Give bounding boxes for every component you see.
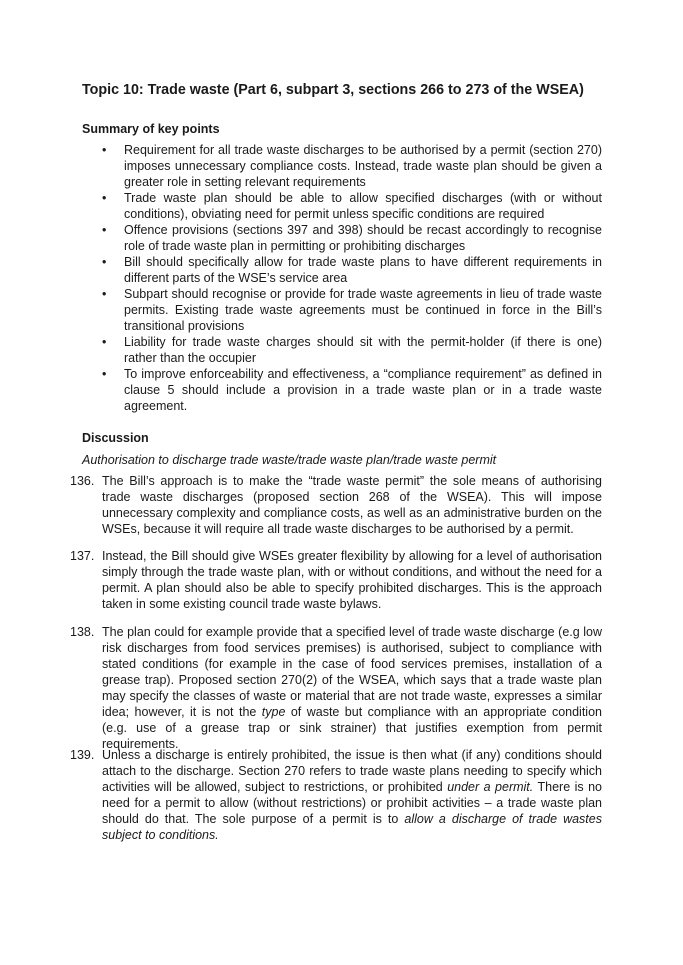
paragraph-137 [70, 548, 602, 612]
paragraph-number: 139. [70, 748, 95, 762]
bullet-item: • Trade waste plan should be able to allow specified discharges (with or without conditions), obviating need for permit unless specific conditions are required [98, 190, 602, 222]
bullet-item: • Liability for trade waste charges should sit with the permit-holder (if there is one) rather than the occupier [98, 334, 602, 366]
paragraph-number: 136. [70, 474, 95, 488]
paragraph-text: Instead, the Bill should give WSEs greater flexibility by allowing for a level of authorisation simply through the trade waste plan, with or without conditions, and without the need for a permit. A plan should also be able to specify prohibited discharges. This is the approach taken in some existing council trade waste bylaws. [102, 549, 602, 611]
paragraph-text [102, 624, 602, 752]
paragraph-text [102, 747, 602, 843]
paragraph-text: The Bill’s approach is to make the “trade waste permit” the sole means of authorising trade waste discharges (proposed section 268 of the WSEA). This will impose unnecessary complexity and compliance costs, as well as an administrative burden on the WSEs, because it will require all trade waste discharges to be authorised by a permit. [102, 474, 602, 536]
paragraph-text-segment: Unless a discharge is entirely prohibited, the issue is then what (if any) conditions should attach to the discharge. Section 270 refers to trade waste plans needing to specify which activities will be allowed, subject to restrictions, or prohibited [102, 748, 602, 794]
bullet-item: • Bill should specifically allow for trade waste plans to have different requirements in different parts of the WSE’s service area [98, 254, 602, 286]
topic-title: Topic 10: Trade waste (Part 6, subpart 3, sections 266 to 273 of the WSEA) [82, 82, 584, 98]
discussion-subheading: Authorisation to discharge trade waste/trade waste plan/trade waste permit [82, 453, 497, 467]
paragraph-text-segment: There is no need for a permit to allow (without restrictions) or prohibit activities – a trade waste plan should do that. The sole purpose of a permit is to [102, 780, 603, 826]
paragraph-emphasis: type [261, 705, 286, 719]
paragraph-136 [70, 473, 602, 537]
paragraph-emphasis: under a permit. [447, 780, 534, 794]
paragraph-139 [70, 747, 602, 843]
paragraph-number: 138. [70, 625, 95, 639]
paragraph-text-segment: of waste but compliance with an appropriate condition (e.g. use of a grease trap or sink strainer) that justifies exemption from permit requirements. [102, 705, 602, 751]
bullet-item: • Offence provisions (sections 397 and 398) should be recast accordingly to recognise role of trade waste plan in permitting or prohibiting discharges [98, 222, 602, 254]
paragraph-text-segment: The plan could for example provide that a specified level of trade waste discharge (e.g low risk discharges from food services premises) is authorised, subject to compliance with stated conditions (for example in the case of food services premises, installation of a grease trap). Proposed section 270(2) of the WSEA, which says that a trade waste plan may specify the classes of waste or material that are not trade waste, expresses a similar idea; however, it is not the [102, 625, 602, 719]
bullet-item: • Subpart should recognise or provide for trade waste agreements in lieu of trade waste permits. Existing trade waste agreements must be continued in force in the Bill’s transitional provisions [98, 286, 602, 334]
paragraph-138 [70, 624, 602, 752]
bullet-item: • To improve enforceability and effectiveness, a “compliance requirement” as defined in clause 5 should include a provision in a trade waste plan or in a trade waste agreement. [98, 366, 602, 414]
discussion-heading: Discussion [82, 431, 149, 445]
summary-bullet-list [98, 142, 602, 414]
paragraph-emphasis: allow a discharge of trade wastes subject to conditions. [102, 812, 602, 842]
paragraph-number: 137. [70, 549, 95, 563]
summary-heading: Summary of key points [82, 122, 220, 136]
bullet-item: • Requirement for all trade waste discharges to be authorised by a permit (section 270) imposes unnecessary compliance costs. Instead, trade waste plan should be given a greater role in setting relevant requirements [98, 142, 602, 190]
